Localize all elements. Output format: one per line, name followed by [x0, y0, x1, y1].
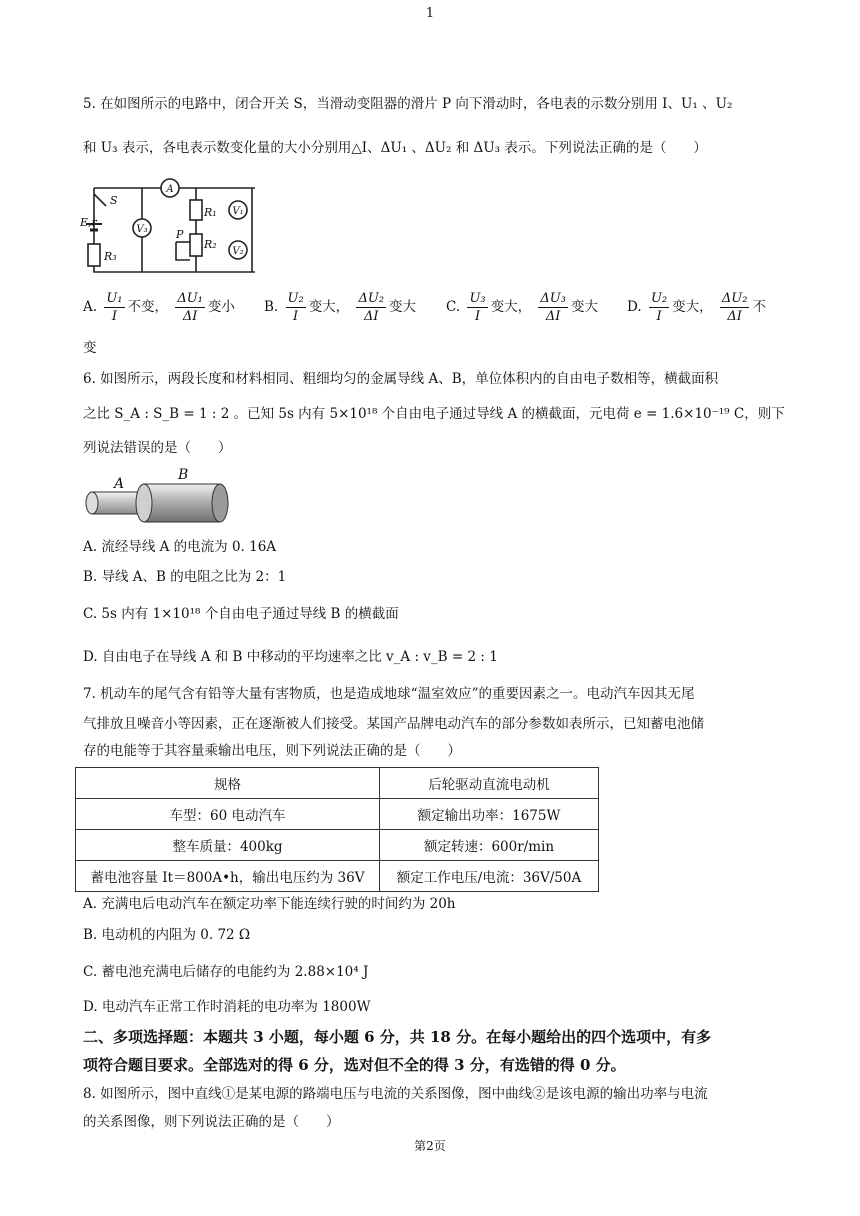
q7-option-a: A. 充满电后电动汽车在额定功率下能连续行驶的时间约为 20h: [83, 896, 456, 912]
v1-label: V₁: [232, 206, 244, 217]
table-cell: 车型：60 电动汽车: [76, 799, 380, 830]
table-row: [76, 861, 599, 892]
q7-stem-line1: 7. 机动车的尾气含有铅等大量有害物质，也是造成地球“温室效应”的重要因素之一。电动汽车因其无尾: [83, 686, 695, 702]
q6-option-c: C. 5s 内有 1×10¹⁸ 个自由电子通过导线 B 的横截面: [83, 606, 399, 622]
q5-option-c: C. $\frac{\text{U₃}}{I}$ 变大， $\frac{\text{ΔU₃}}{\Delta I}$ 变大: [446, 291, 598, 324]
page-footer: 第2页: [414, 1139, 446, 1153]
q5-stem-line2: 和 U₃ 表示，各电表示数变化量的大小分别用△I、ΔU₁ 、ΔU₂ 和 ΔU₃ 表示。下列说法正确的是（ ）: [83, 140, 707, 156]
source-label: E,r: [80, 216, 97, 229]
q8-stem-line1: 8. 如图所示，图中直线①是某电源的路端电压与电流的关系图像，图中曲线②是该电源的输出功率与电流: [83, 1086, 708, 1102]
wire-a-label: A: [114, 476, 125, 492]
table-cell: 额定转速：600r/min: [380, 830, 599, 861]
switch-label: S: [110, 194, 118, 207]
q6-option-d: D. 自由电子在导线 A 和 B 中移动的平均速率之比 v_A : v_B = 2 : 1: [83, 649, 498, 665]
table-header-cell: 规格: [76, 768, 380, 799]
v2-label: V₂: [232, 246, 244, 257]
table-row: [76, 799, 599, 830]
q5-option-b: B. $\frac{\text{U₂}}{I}$ 变大， $\frac{\text{ΔU₂}}{\Delta I}$ 变大: [264, 291, 417, 324]
q6-option-b: B. 导线 A、B 的电阻之比为 2：1: [83, 569, 287, 585]
q7-spec-table: [75, 767, 599, 892]
q7-option-b: B. 电动机的内阻为 0. 72 Ω: [83, 927, 251, 943]
r2-label: R₂: [204, 238, 217, 251]
q7-option-d: D. 电动汽车正常工作时消耗的电功率为 1800W: [83, 999, 371, 1015]
q5-stem-line1: 5. 在如图所示的电路中，闭合开关 S，当滑动变阻器的滑片 P 向下滑动时，各电表的示数分别用 I、U₁ 、U₂: [83, 96, 733, 112]
q6-stem-line2: 之比 S_A : S_B = 1 : 2 。已知 5s 内有 5×10¹⁸ 个自由电子通过导线 A 的横截面，元电荷 e = 1.6×10⁻¹⁹ C，则下: [83, 406, 785, 422]
table-cell: 额定工作电压/电流：36V/50A: [380, 861, 599, 892]
q5-option-d: D. $\frac{\text{U₂}}{I}$ 变大， $\frac{\text{ΔU₂}}{\Delta I}$ 不: [627, 291, 766, 324]
r3-label: R₃: [104, 250, 117, 263]
q6-wire-figure: [82, 466, 232, 528]
table-header-row: [76, 768, 599, 799]
section2-heading-line1: 二、多项选择题：本题共 3 小题，每小题 6 分，共 18 分。在每小题给出的四个选项中，有多: [83, 1028, 712, 1046]
q6-stem-line1: 6. 如图所示，两段长度和材料相同、粗细均匀的金属导线 A、B，单位体积内的自由电子数相等，横截面积: [83, 371, 719, 387]
r1-label: R₁: [204, 206, 217, 219]
q5-circuit-diagram: [80, 176, 255, 280]
wire-b-label: B: [178, 467, 189, 483]
table-cell: 蓄电池容量 It＝800A•h，输出电压约为 36V: [76, 861, 380, 892]
q7-stem-line3: 存的电能等于其容量乘输出电压，则下列说法正确的是（ ）: [83, 743, 461, 759]
table-row: [76, 830, 599, 861]
page-number-top: 1: [425, 6, 435, 21]
table-cell: 额定输出功率：1675W: [380, 799, 599, 830]
section2-heading-line2: 项符合题目要求。全部选对的得 6 分，选对但不全的得 3 分，有选错的得 0 分。: [83, 1056, 626, 1074]
table-cell: 整车质量：400kg: [76, 830, 380, 861]
table-header-cell: 后轮驱动直流电动机: [380, 768, 599, 799]
v3-label: V₃: [136, 224, 148, 235]
q7-option-c: C. 蓄电池充满电后储存的电能约为 2.88×10⁴ J: [83, 964, 369, 980]
q6-option-a: A. 流经导线 A 的电流为 0. 16A: [83, 539, 277, 555]
slider-label: P: [176, 228, 184, 241]
q6-stem-line3: 列说法错误的是（ ）: [83, 440, 232, 456]
q7-stem-line2: 气排放且噪音小等因素，正在逐渐被人们接受。某国产品牌电动汽车的部分参数如表所示，已知蓄电池储: [83, 716, 704, 732]
q5-option-d-wrap: 变: [83, 340, 97, 356]
ammeter-label: A: [166, 184, 174, 195]
q8-stem-line2: 的关系图像，则下列说法正确的是（ ）: [83, 1114, 340, 1130]
q5-option-a: A. $\frac{\text{U₁}}{I}$ 不变， $\frac{\text{ΔU₁}}{\Delta I}$ 变小: [83, 291, 235, 324]
